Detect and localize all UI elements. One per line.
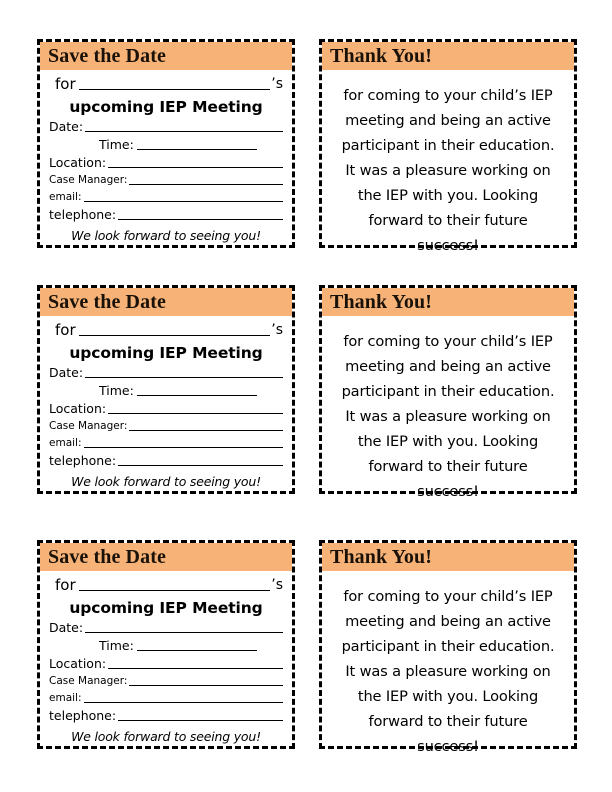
field-label: Location: (49, 656, 107, 671)
card-header-band (322, 288, 574, 316)
field-telephone (49, 454, 283, 468)
field-time (49, 138, 283, 152)
field-label: Time: (99, 137, 134, 152)
field-label: email: (49, 191, 82, 203)
field-location (49, 657, 283, 671)
student-name-blank[interactable] (79, 334, 271, 336)
field-blank[interactable] (129, 183, 283, 185)
card-title: Thank You! (330, 291, 432, 313)
card-header-band (40, 42, 292, 70)
field-label: Date: (49, 365, 84, 380)
save-the-date-card (37, 540, 295, 749)
field-date (49, 366, 283, 380)
closing-message: We look forward to seeing you! (71, 474, 261, 489)
meeting-subtitle: upcoming IEP Meeting (69, 599, 263, 617)
field-blank[interactable] (118, 719, 283, 721)
field-blank[interactable] (84, 446, 284, 448)
field-telephone (49, 709, 283, 723)
field-blank[interactable] (108, 667, 283, 669)
field-blank[interactable] (129, 429, 283, 431)
thank-you-message: for coming to your child’s IEP meeting and being an active participant in their education. It was a pleasure working on the IEP with you. Looking forward to their future success! (341, 87, 555, 254)
student-name-line (49, 76, 283, 93)
save-the-date-card (37, 285, 295, 494)
meeting-subtitle: upcoming IEP Meeting (69, 344, 263, 362)
field-label: Location: (49, 401, 107, 416)
for-label: for (55, 576, 76, 594)
save-the-date-body (40, 577, 292, 752)
closing-message: We look forward to seeing you! (71, 228, 261, 243)
field-label: email: (49, 692, 82, 704)
card-title: Save the Date (48, 45, 166, 67)
student-name-line (49, 322, 283, 339)
closing-message: We look forward to seeing you! (71, 729, 261, 744)
field-telephone (49, 208, 283, 222)
save-the-date-body (40, 76, 292, 251)
field-blank[interactable] (84, 701, 284, 703)
field-label: Case Manager: (49, 420, 128, 432)
student-name-blank[interactable] (79, 88, 271, 90)
possessive-label: ’s (271, 76, 283, 92)
field-blank[interactable] (137, 394, 257, 396)
card-header-band (322, 543, 574, 571)
thank-you-card (319, 540, 577, 755)
meeting-subtitle: upcoming IEP Meeting (69, 98, 263, 116)
thank-you-message: for coming to your child’s IEP meeting and being an active participant in their education. It was a pleasure working on the IEP with you. Looking forward to their future success! (341, 333, 555, 500)
field-label: Date: (49, 620, 84, 635)
card-title: Thank You! (330, 45, 432, 67)
field-label: telephone: (49, 207, 117, 222)
field-case-manager (49, 675, 283, 688)
field-date (49, 621, 283, 635)
field-blank[interactable] (137, 649, 257, 651)
card-header-band (322, 42, 574, 70)
field-label: Date: (49, 119, 84, 134)
card-header-band (40, 543, 292, 571)
field-location (49, 402, 283, 416)
field-blank[interactable] (118, 218, 283, 220)
save-the-date-card (37, 39, 295, 248)
card-title: Thank You! (330, 546, 432, 568)
for-label: for (55, 321, 76, 339)
for-label: for (55, 75, 76, 93)
field-label: Time: (99, 383, 134, 398)
field-blank[interactable] (118, 464, 283, 466)
field-blank[interactable] (108, 412, 283, 414)
field-date (49, 120, 283, 134)
thank-you-card (319, 285, 577, 500)
field-label: Case Manager: (49, 675, 128, 687)
possessive-label: ’s (271, 577, 283, 593)
field-email (49, 692, 283, 705)
field-blank[interactable] (108, 166, 283, 168)
field-blank[interactable] (85, 376, 283, 378)
card-title: Save the Date (48, 546, 166, 568)
card-header-band (40, 288, 292, 316)
possessive-label: ’s (271, 322, 283, 338)
student-name-blank[interactable] (79, 589, 271, 591)
field-case-manager (49, 174, 283, 187)
field-label: Case Manager: (49, 174, 128, 186)
field-case-manager (49, 420, 283, 433)
field-label: telephone: (49, 708, 117, 723)
field-blank[interactable] (137, 148, 257, 150)
field-time (49, 639, 283, 653)
field-label: telephone: (49, 453, 117, 468)
thank-you-message: for coming to your child’s IEP meeting and being an active participant in their education. It was a pleasure working on the IEP with you. Looking forward to their future success! (341, 588, 555, 755)
card-title: Save the Date (48, 291, 166, 313)
field-blank[interactable] (85, 631, 283, 633)
field-location (49, 156, 283, 170)
student-name-line (49, 577, 283, 594)
field-label: Location: (49, 155, 107, 170)
field-email (49, 191, 283, 204)
field-label: Time: (99, 638, 134, 653)
thank-you-card (319, 39, 577, 254)
field-label: email: (49, 437, 82, 449)
field-email (49, 437, 283, 450)
field-time (49, 384, 283, 398)
field-blank[interactable] (129, 684, 283, 686)
field-blank[interactable] (84, 200, 284, 202)
save-the-date-body (40, 322, 292, 497)
field-blank[interactable] (85, 130, 283, 132)
